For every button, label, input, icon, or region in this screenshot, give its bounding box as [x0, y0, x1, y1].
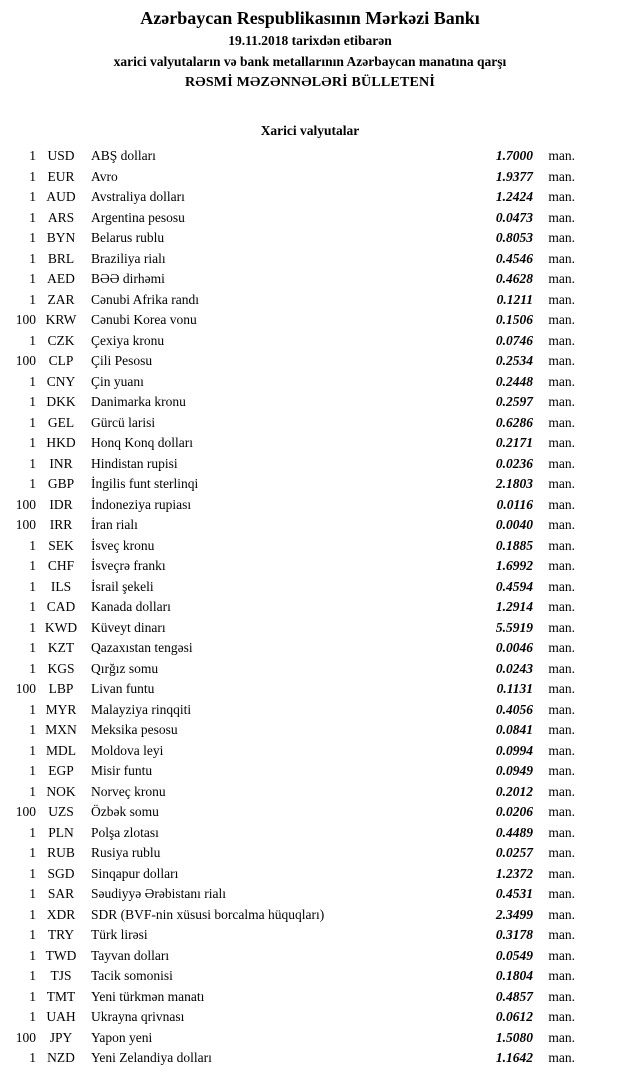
currency-name: Yeni Zelandiya dolları: [91, 1050, 212, 1065]
rate-unit: man.: [548, 332, 575, 348]
rate-row: [0, 823, 575, 844]
currency-name: Ukrayna qrivnası: [91, 1009, 185, 1024]
rate-value: 1.9377: [495, 168, 533, 184]
currency-name: Moldova leyi: [91, 742, 164, 758]
currency-code: RUB: [47, 845, 75, 860]
currency-code: DKK: [46, 394, 76, 409]
rate-row: [0, 946, 575, 967]
rate-quantity: 1: [29, 230, 36, 245]
currency-code: GBP: [47, 476, 75, 491]
rate-row: [0, 146, 575, 167]
rate-row: [0, 966, 575, 987]
rate-value: 0.1506: [495, 312, 533, 327]
rate-unit: man.: [548, 824, 575, 840]
rate-unit: man.: [548, 455, 575, 471]
currency-name: Meksika pesosu: [91, 722, 178, 737]
rate-value: 2.1803: [495, 476, 533, 491]
currency-code: HKD: [46, 435, 76, 450]
rate-unit: man.: [548, 1029, 575, 1045]
rate-unit: man.: [548, 701, 575, 717]
rate-value: 0.2597: [495, 394, 533, 409]
rate-quantity: 1: [29, 394, 36, 409]
currency-code: GEL: [47, 414, 75, 430]
rate-value: 0.1131: [496, 681, 533, 696]
rate-row: [0, 290, 575, 311]
rate-unit: man.: [548, 660, 575, 676]
rate-unit: man.: [548, 619, 575, 635]
rate-quantity: 1: [29, 558, 36, 573]
rate-row: [0, 392, 575, 413]
rate-quantity: 1: [29, 865, 36, 881]
currency-code: TMT: [46, 988, 76, 1004]
rate-value: 0.4546: [495, 250, 533, 266]
rate-value: 0.0994: [495, 742, 533, 758]
rate-row: [0, 556, 575, 577]
currency-code: ARS: [47, 209, 75, 225]
currency-code: BRL: [47, 250, 75, 266]
rate-quantity: 1: [29, 435, 36, 450]
rate-unit: man.: [548, 947, 575, 963]
rate-quantity: 100: [15, 312, 36, 327]
currency-name: Çin yuanı: [91, 373, 144, 389]
rate-unit: man.: [548, 476, 575, 491]
currency-name: İsveçrə frankı: [91, 558, 166, 573]
currency-code: BYN: [46, 230, 76, 245]
currency-code: KRW: [45, 312, 77, 327]
rate-unit: man.: [548, 1050, 575, 1065]
rate-row: [0, 700, 575, 721]
currency-name: Hindistan rupisi: [91, 455, 178, 471]
rate-value: 0.2534: [495, 353, 533, 368]
rate-quantity: 1: [29, 640, 36, 655]
rate-quantity: 100: [15, 681, 36, 696]
currency-code: XDR: [46, 906, 76, 922]
rate-row: [0, 433, 575, 454]
rate-value: 0.0206: [495, 804, 533, 819]
rate-value: 0.0116: [496, 496, 533, 512]
currency-name: Küveyt dinarı: [91, 619, 166, 635]
rate-row: [0, 884, 575, 905]
rate-row: [0, 228, 575, 249]
rate-row: [0, 331, 575, 352]
rate-quantity: 1: [29, 947, 36, 963]
currency-name: Cənubi Korea vonu: [91, 312, 197, 327]
rate-value: 1.2424: [495, 189, 533, 204]
bulletin-title: RƏSMİ MƏZƏNNƏLƏRİ BÜLLETENİ: [184, 75, 436, 90]
rate-row: [0, 1028, 575, 1049]
rate-unit: man.: [548, 148, 575, 163]
rate-quantity: 1: [29, 189, 36, 204]
rate-row: [0, 208, 575, 229]
rate-value: 1.6992: [495, 558, 533, 573]
currency-code: MYR: [45, 701, 77, 717]
rate-quantity: 1: [29, 148, 36, 163]
rate-unit: man.: [548, 394, 575, 409]
rate-quantity: 1: [29, 209, 36, 225]
rate-value: 0.1804: [495, 968, 533, 983]
rate-unit: man.: [548, 599, 575, 614]
rate-unit: man.: [548, 537, 575, 553]
rate-value: 1.2914: [495, 599, 533, 614]
currency-code: AUD: [46, 189, 76, 204]
rate-value: 0.0746: [495, 332, 533, 348]
rate-quantity: 1: [29, 886, 36, 901]
currency-name: BƏƏ dirhəmi: [91, 271, 165, 286]
currency-code: INR: [49, 455, 73, 471]
rate-value: 0.0040: [495, 517, 533, 532]
rate-value: 0.1885: [495, 537, 533, 553]
currency-name: Danimarka kronu: [91, 394, 186, 409]
rate-unit: man.: [548, 968, 575, 983]
rate-unit: man.: [548, 168, 575, 184]
rate-value: 0.0473: [495, 209, 533, 225]
currency-name: Yeni türkmən manatı: [91, 988, 205, 1004]
rate-unit: man.: [548, 353, 575, 368]
currency-code: JPY: [49, 1029, 73, 1045]
rate-row: [0, 269, 575, 290]
rate-quantity: 1: [29, 742, 36, 758]
currency-code: UZS: [48, 804, 74, 819]
currency-name: Çili Pesosu: [91, 353, 153, 368]
rate-quantity: 1: [29, 578, 36, 594]
currency-name: Misir funtu: [91, 763, 153, 778]
currency-code: TRY: [47, 927, 75, 942]
rate-quantity: 1: [29, 476, 36, 491]
currency-code: ZAR: [47, 291, 75, 307]
rate-value: 0.4531: [495, 886, 533, 901]
rate-value: 0.4857: [495, 988, 533, 1004]
currency-name: Yapon yeni: [91, 1029, 153, 1045]
rate-quantity: 1: [29, 845, 36, 860]
currency-code: KGS: [47, 660, 75, 676]
rate-quantity: 1: [29, 968, 36, 983]
currency-code: CNY: [46, 373, 76, 389]
rate-value: 0.1211: [496, 291, 533, 307]
rate-unit: man.: [548, 312, 575, 327]
rate-row: [0, 925, 575, 946]
rate-value: 1.7000: [495, 148, 533, 163]
currency-name: Özbək somu: [91, 804, 159, 819]
currency-code: EUR: [47, 168, 75, 184]
rate-row: [0, 720, 575, 741]
rate-quantity: 1: [29, 455, 36, 471]
rate-unit: man.: [548, 209, 575, 225]
currency-code: MXN: [45, 722, 77, 737]
currency-code: EGP: [48, 763, 74, 778]
rate-unit: man.: [548, 763, 575, 778]
rate-value: 0.2448: [495, 373, 533, 389]
currency-name: Tacik somonisi: [91, 968, 173, 983]
rate-quantity: 1: [29, 783, 36, 799]
rate-row: [0, 351, 575, 372]
currency-name: Avro: [91, 168, 118, 184]
rate-unit: man.: [548, 865, 575, 881]
rate-quantity: 1: [29, 271, 36, 286]
rate-unit: man.: [548, 291, 575, 307]
rate-row: [0, 741, 575, 762]
rate-quantity: 1: [29, 332, 36, 348]
rate-row: [0, 495, 575, 516]
subtitle: xarici valyutaların və bank metallarının Azərbaycan manatına qarşı: [113, 54, 507, 69]
currency-name: Qırğız somu: [91, 660, 159, 676]
rate-row: [0, 618, 575, 639]
rate-unit: man.: [548, 558, 575, 573]
currency-name: İsveç kronu: [91, 537, 155, 553]
rate-unit: man.: [548, 906, 575, 922]
rate-row: [0, 597, 575, 618]
rate-row: [0, 1007, 575, 1028]
currency-code: NZD: [47, 1050, 75, 1065]
currency-code: CZK: [47, 332, 75, 348]
currency-code: PLN: [48, 824, 74, 840]
currency-code: UAH: [46, 1009, 76, 1024]
rate-value: 0.2171: [495, 435, 533, 450]
rate-value: 0.0549: [495, 947, 533, 963]
rate-unit: man.: [548, 988, 575, 1004]
rate-quantity: 1: [29, 824, 36, 840]
rate-row: [0, 802, 575, 823]
section-title-foreign-currencies: Xarici valyutalar: [260, 123, 360, 138]
rate-quantity: 1: [29, 168, 36, 184]
currency-code: ILS: [50, 578, 72, 594]
rate-row: [0, 761, 575, 782]
rate-quantity: 1: [29, 250, 36, 266]
rate-row: [0, 987, 575, 1008]
currency-name: Səudiyyə Ərəbistanı rialı: [91, 886, 226, 901]
rate-quantity: 100: [15, 517, 36, 532]
rate-quantity: 1: [29, 988, 36, 1004]
rate-row: [0, 413, 575, 434]
currency-name: Türk lirəsi: [91, 927, 148, 942]
rate-quantity: 1: [29, 414, 36, 430]
rate-row: [0, 679, 575, 700]
currency-name: Tayvan dolları: [91, 947, 170, 963]
rate-quantity: 1: [29, 927, 36, 942]
rate-unit: man.: [548, 1009, 575, 1024]
currency-name: Çexiya kronu: [91, 332, 165, 348]
rate-row: [0, 577, 575, 598]
currency-code: MDL: [46, 742, 76, 758]
rate-value: 0.0236: [495, 455, 533, 471]
rate-unit: man.: [548, 435, 575, 450]
page-title: Azərbaycan Respublikasının Mərkəzi Bankı: [140, 8, 480, 28]
rate-value: 0.0841: [495, 722, 533, 737]
currency-code: CLP: [48, 353, 74, 368]
rate-row: [0, 1048, 575, 1069]
currency-code: TJS: [50, 968, 72, 983]
rate-value: 0.4628: [495, 271, 533, 286]
currency-name: Livan funtu: [91, 681, 155, 696]
rate-value: 1.5080: [495, 1029, 533, 1045]
rate-unit: man.: [548, 496, 575, 512]
rate-row: [0, 167, 575, 188]
rate-row: [0, 474, 575, 495]
currency-code: SGD: [47, 865, 75, 881]
rate-row: [0, 249, 575, 270]
rate-value: 0.0046: [495, 640, 533, 655]
currency-name: İran rialı: [91, 517, 138, 532]
currency-name: İngilis funt sterlinqi: [91, 476, 199, 491]
currency-name: SDR (BVF-nin xüsusi borcalma hüquqları): [91, 906, 325, 922]
rate-unit: man.: [548, 271, 575, 286]
rate-value: 0.3178: [495, 927, 533, 942]
rate-quantity: 100: [15, 1029, 36, 1045]
rate-row: [0, 782, 575, 803]
rate-row: [0, 905, 575, 926]
currency-code: SEK: [48, 537, 74, 553]
rate-quantity: 1: [29, 1050, 36, 1065]
rate-unit: man.: [548, 373, 575, 389]
rate-value: 0.0243: [495, 660, 533, 676]
currency-code: KWD: [44, 619, 78, 635]
rate-unit: man.: [548, 742, 575, 758]
currency-name: Cənubi Afrika randı: [91, 291, 199, 307]
rate-value: 1.1642: [495, 1050, 533, 1065]
rate-quantity: 1: [29, 599, 36, 614]
currency-name: Malayziya rinqqiti: [91, 701, 192, 717]
currency-name: Argentina pesosu: [91, 209, 185, 225]
rate-value: 0.0949: [495, 763, 533, 778]
rate-row: [0, 843, 575, 864]
currency-name: Kanada dolları: [91, 599, 171, 614]
rate-value: 0.4489: [495, 824, 533, 840]
rate-quantity: 1: [29, 291, 36, 307]
currency-code: LBP: [48, 681, 74, 696]
rate-quantity: 1: [29, 701, 36, 717]
currency-name: Polşa zlotası: [91, 824, 159, 840]
rate-row: [0, 310, 575, 331]
rate-unit: man.: [548, 804, 575, 819]
rate-unit: man.: [548, 845, 575, 860]
rate-value: 0.6286: [495, 414, 533, 430]
rate-value: 1.2372: [495, 865, 533, 881]
rate-unit: man.: [548, 230, 575, 245]
rates-table: [0, 146, 620, 1069]
rate-unit: man.: [548, 250, 575, 266]
rate-value: 0.0257: [495, 845, 533, 860]
rate-value: 0.0612: [495, 1009, 533, 1024]
rate-unit: man.: [548, 189, 575, 204]
rate-unit: man.: [548, 886, 575, 901]
rate-value: 0.8053: [495, 230, 533, 245]
currency-name: Belarus rublu: [91, 230, 165, 245]
rate-quantity: 1: [29, 1009, 36, 1024]
rate-quantity: 1: [29, 619, 36, 635]
currency-code: IDR: [49, 496, 73, 512]
rate-value: 0.2012: [495, 783, 533, 799]
currency-name: Braziliya rialı: [91, 250, 166, 266]
rate-row: [0, 638, 575, 659]
currency-code: USD: [47, 148, 75, 163]
rate-unit: man.: [548, 783, 575, 799]
rate-value: 2.3499: [495, 906, 533, 922]
rate-row: [0, 372, 575, 393]
rate-quantity: 1: [29, 660, 36, 676]
currency-code: KZT: [47, 640, 75, 655]
effective-date: 19.11.2018 tarixdən etibarən: [228, 33, 392, 48]
rate-row: [0, 536, 575, 557]
rate-value: 0.4594: [495, 578, 533, 594]
rate-quantity: 1: [29, 763, 36, 778]
rate-unit: man.: [548, 722, 575, 737]
currency-name: Gürcü larisi: [91, 414, 156, 430]
rate-unit: man.: [548, 517, 575, 532]
currency-name: Qazaxıstan tengəsi: [91, 640, 193, 655]
rate-row: [0, 515, 575, 536]
rate-row: [0, 864, 575, 885]
rate-quantity: 1: [29, 722, 36, 737]
rate-quantity: 1: [29, 373, 36, 389]
currency-code: AED: [47, 271, 75, 286]
rate-quantity: 100: [15, 804, 36, 819]
currency-code: TWD: [45, 947, 77, 963]
currency-name: Avstraliya dolları: [91, 189, 185, 204]
currency-name: Rusiya rublu: [91, 845, 161, 860]
rate-value: 5.5919: [495, 619, 533, 635]
rate-value: 0.4056: [495, 701, 533, 717]
currency-code: NOK: [46, 783, 76, 799]
rate-unit: man.: [548, 640, 575, 655]
rate-quantity: 100: [15, 496, 36, 512]
currency-name: İsrail şekeli: [91, 578, 154, 594]
currency-name: ABŞ dolları: [91, 148, 156, 163]
currency-name: Norveç kronu: [91, 783, 166, 799]
currency-name: Sinqapur dolları: [91, 865, 179, 881]
currency-code: SAR: [47, 886, 75, 901]
currency-code: CHF: [47, 558, 75, 573]
rate-quantity: 1: [29, 537, 36, 553]
rate-quantity: 100: [15, 353, 36, 368]
rate-unit: man.: [548, 681, 575, 696]
rate-row: [0, 659, 575, 680]
rate-row: [0, 454, 575, 475]
currency-code: IRR: [49, 517, 73, 532]
currency-name: Honq Konq dolları: [91, 435, 193, 450]
rate-unit: man.: [548, 927, 575, 942]
rate-row: [0, 187, 575, 208]
currency-code: CAD: [46, 599, 76, 614]
rate-unit: man.: [548, 414, 575, 430]
currency-name: İndoneziya rupiası: [91, 496, 192, 512]
rate-unit: man.: [548, 578, 575, 594]
rate-quantity: 1: [29, 906, 36, 922]
